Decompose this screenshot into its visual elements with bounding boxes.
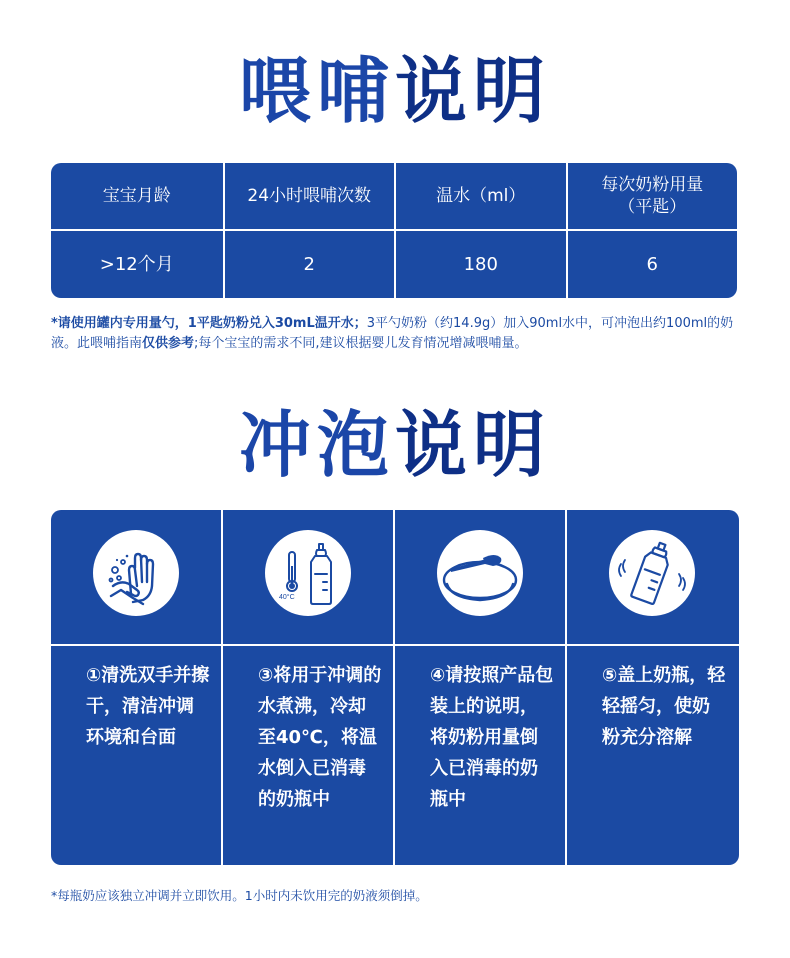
feeding-title-part2: 说明 <box>395 49 552 133</box>
scoop-powder-icon <box>437 530 523 616</box>
feeding-note-text: 3平勺奶粉（约14.9g）加入90ml水中，可冲泡出约100ml的奶液。此喂哺指南 <box>51 316 734 351</box>
shake-bottle-icon <box>609 530 695 616</box>
feeding-note-text2: ;每个宝宝的需求不同,建议根据婴儿发育情况增减喂哺量。 <box>194 336 528 351</box>
feeding-table-row <box>51 231 737 298</box>
feeding-table-header-row <box>51 163 737 229</box>
feeding-note-bold2: 仅供参考 <box>142 336 195 351</box>
feeding-note-bold: *请使用罐内专用量勺，1平匙奶粉兑入30mL温开水； <box>51 316 367 331</box>
mixing-step-3 <box>223 510 393 865</box>
cell-scoops: 6 <box>566 231 738 298</box>
feeding-table <box>51 163 737 298</box>
cell-age: >12个月 <box>99 253 174 275</box>
mixing-title-part2: 说明 <box>395 403 552 487</box>
feeding-title-part1: 喂哺 <box>238 49 395 133</box>
feeding-note <box>51 314 751 354</box>
mixing-step-4 <box>395 510 565 865</box>
hand-washing-icon <box>93 530 179 616</box>
header-warm-water: 温水（ml） <box>394 163 566 229</box>
mixing-table <box>51 510 739 865</box>
mixing-step-1-text: ①清洗双手并擦干，清洁冲调环境和台面 <box>86 665 210 748</box>
mixing-note: *每瓶奶应该独立冲调并立即饮用。1小时内未饮用完的奶液须倒掉。 <box>51 888 428 903</box>
header-age: 宝宝月龄 <box>102 186 171 206</box>
header-feeds-per-day: 24小时喂哺次数 <box>223 163 395 229</box>
cell-warm-water: 180 <box>394 231 566 298</box>
thermometer-label: 40°C <box>279 594 295 601</box>
mixing-step-1 <box>51 510 221 865</box>
mixing-step-5-text: ⑤盖上奶瓶，轻轻摇匀，使奶粉充分溶解 <box>602 665 726 748</box>
feeding-title <box>0 46 790 136</box>
mixing-step-3-text: ③将用于冲调的水煮沸，冷却至40℃，将温水倒入已消毒的奶瓶中 <box>258 665 382 810</box>
mixing-title <box>0 400 790 490</box>
mixing-step-5 <box>567 510 737 865</box>
header-scoops: 每次奶粉用量 （平匙） <box>566 163 738 229</box>
mixing-title-part1: 冲泡 <box>238 403 395 487</box>
mixing-step-4-text: ④请按照产品包装上的说明，将奶粉用量倒入已消毒的奶瓶中 <box>430 665 554 810</box>
bottle-thermometer-icon <box>265 530 351 616</box>
cell-feeds-per-day: 2 <box>223 231 395 298</box>
